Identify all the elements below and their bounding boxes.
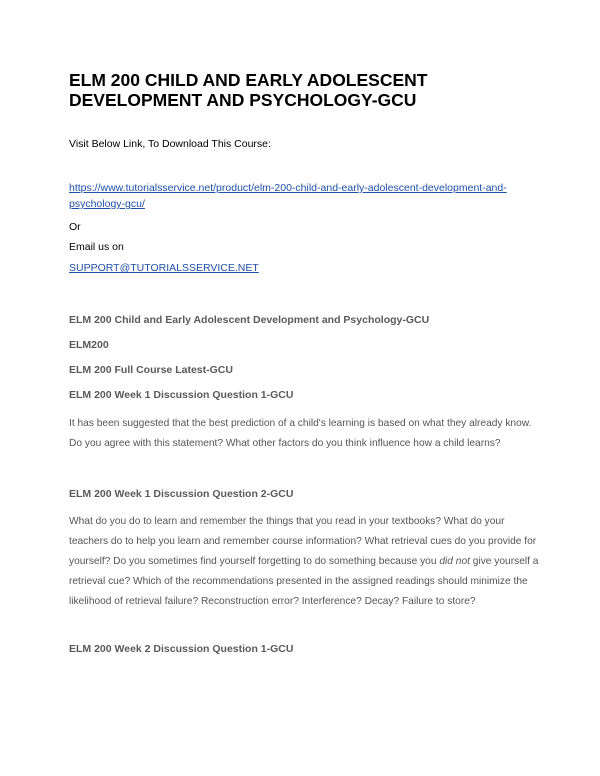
document-title <box>69 70 539 110</box>
heading-week1-q1: ELM 200 Week 1 Discussion Question 1-GCU <box>69 389 294 401</box>
visit-text: Visit Below Link, To Download This Course: <box>69 138 271 150</box>
title-line-2: DEVELOPMENT AND PSYCHOLOGY-GCU <box>69 90 417 110</box>
heading-week1-q2: ELM 200 Week 1 Discussion Question 2-GCU <box>69 488 294 500</box>
course-link-block <box>69 180 539 212</box>
heading-full-course: ELM 200 Full Course Latest-GCU <box>69 364 233 376</box>
w1q2-line-4: retrieval cue? Which of the recommendations presented in the assigned readings should minimize the <box>69 576 528 587</box>
w1q2-emphasis: did not <box>439 556 470 567</box>
heading-code: ELM200 <box>69 339 109 351</box>
week1-q2-text <box>69 512 539 612</box>
email-text: Email us on <box>69 241 124 253</box>
or-text: Or <box>69 221 81 233</box>
w1q1-line-2: Do you agree with this statement? What other factors do you think influence how a child learns? <box>69 438 501 449</box>
support-email-block <box>69 260 259 276</box>
w1q1-line-1: It has been suggested that the best prediction of a child's learning is based on what they already know. <box>69 418 532 429</box>
w1q2-line-3a: yourself? Do you sometimes find yourself forgetting to do something because you <box>69 556 440 567</box>
w1q2-line-5: likelihood of retrieval failure? Reconstruction error? Interference? Decay? Failure to store? <box>69 596 476 607</box>
w1q2-line-1: What do you do to learn and remember the things that you read in your textbooks? What do your <box>69 516 505 527</box>
title-line-1: ELM 200 CHILD AND EARLY ADOLESCENT <box>69 70 428 90</box>
week1-q1-text <box>69 414 539 454</box>
heading-course: ELM 200 Child and Early Adolescent Development and Psychology-GCU <box>69 314 430 326</box>
course-link[interactable] <box>69 182 507 210</box>
support-email-link[interactable]: SUPPORT@TUTORIALSSERVICE.NET <box>69 262 259 274</box>
course-link-line-1: https://www.tutorialsservice.net/product/elm-200-child-and-early-adolescent-development-and- <box>69 182 507 194</box>
w1q2-line-3b: give yourself a <box>469 556 539 567</box>
heading-week2-q1: ELM 200 Week 2 Discussion Question 1-GCU <box>69 643 294 655</box>
w1q2-line-2: teachers do to help you learn and remember course information? What retrieval cues do you provide for <box>69 536 537 547</box>
course-link-line-2: psychology-gcu/ <box>69 198 145 210</box>
